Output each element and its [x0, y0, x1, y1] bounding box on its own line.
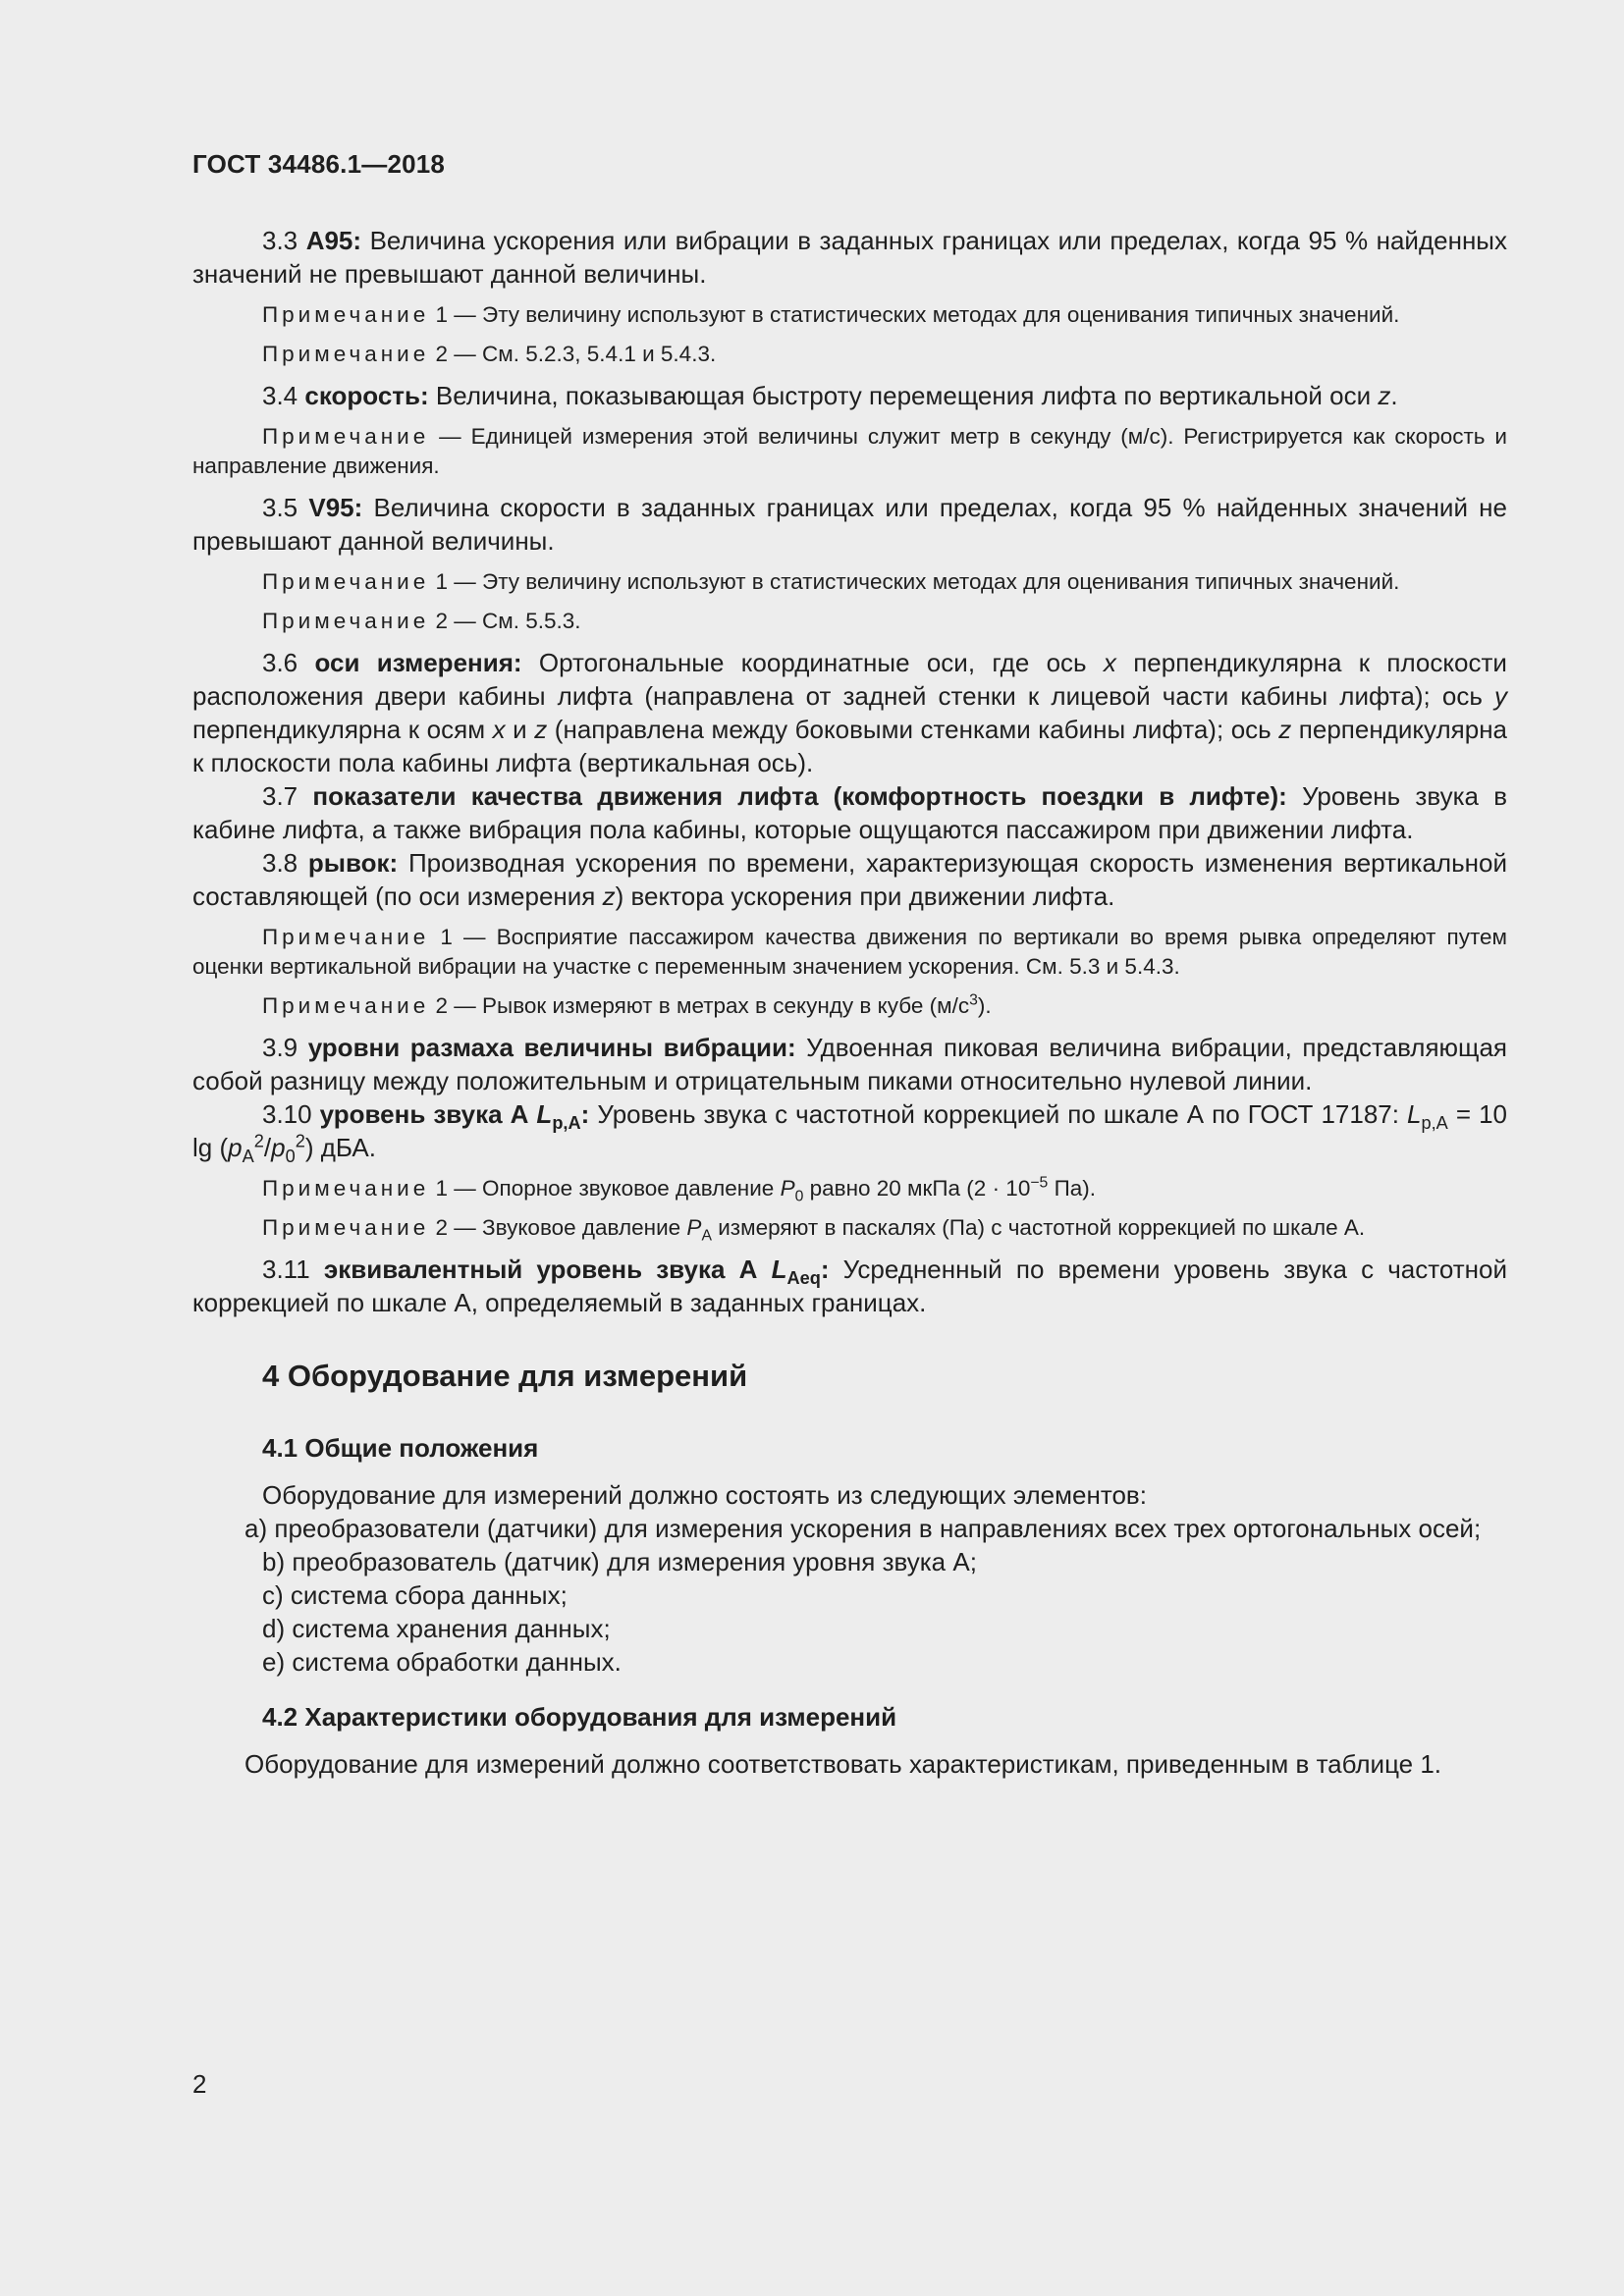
clause-3-11: 3.11 эквивалентный уровень звука А $L_{Aeq}$: Усредненный по времени уровень звука с частотной коррекцией по шкале А, определяемый в заданных границах. — [192, 1255, 1507, 1317]
note: Примечание 2 — Звуковое давление $P_A$ измеряют в паскалях (Па) с частотной коррекцией по шкале А. — [262, 1215, 1366, 1245]
section-4-heading: 4 Оборудование для измерений — [262, 1359, 748, 1393]
clause-3-8: 3.8 рывок: Производная ускорения по времени, характеризующая скорость изменения вертикальной составляющей (по оси измерения z) вектора ускорения при движении лифта. — [192, 848, 1507, 911]
document-body — [192, 224, 1507, 1781]
section-4-1-heading: 4.1 Общие положения — [262, 1433, 539, 1463]
document-header: ГОСТ 34486.1—2018 — [192, 149, 446, 179]
section-4-1-intro: Оборудование для измерений должно состоять из следующих элементов: — [262, 1480, 1147, 1510]
list-item: a) преобразователи (датчики) для измерения ускорения в направлениях всех трех ортогональных осей; — [244, 1514, 1482, 1543]
clause-3-5: 3.5 V95: Величина скорости в заданных границах или пределах, когда 95 % найденных значений не превышают данной величины. — [192, 493, 1508, 556]
note: Примечание — Единицей измерения этой величины служит метр в секунду (м/с). Регистрируется как скорость и направление движения. — [192, 424, 1507, 478]
note: Примечание 2 — См. 5.5.3. — [262, 609, 581, 633]
note: Примечание 1 — Восприятие пассажиром качества движения по вертикали во время рывка определяют путем оценки вертикальной вибрации на участке с переменным значением ускорения. См. 5.3 и 5.4.3. — [192, 925, 1508, 979]
clause-3-10: 3.10 уровень звука А $L_{p,A}$: Уровень звука с частотной коррекцией по шкале А по ГОСТ 17187: $L_{p,A} = 10$ $\lg (p_A^2/p_0^2)$ дБА. — [192, 1099, 1507, 1167]
section-4-2-heading: 4.2 Характеристики оборудования для измерений — [262, 1702, 897, 1732]
clause-3-6: 3.6 оси измерения: Ортогональные координатные оси, где ось x перпендикулярна к плоскости расположения двери кабины лифта (направлена от задней стенки к лицевой части кабины лифта); ось y перпендикулярна к осям x и z (направлена между боковыми стенками кабины лифта); ось z перпендикулярна к плоскости пола кабины лифта (вертикальная ось). — [192, 648, 1508, 777]
note: Примечание 1 — Опорное звуковое давление $P_0$ равно 20 мкПа ($2 \cdot 10^{-5}$ Па). — [262, 1174, 1097, 1205]
section-4-2-text: Оборудование для измерений должно соответствовать характеристикам, приведенным в таблице 1. — [244, 1749, 1442, 1779]
clause-3-4: 3.4 скорость: Величина, показывающая быстроту перемещения лифта по вертикальной оси z. — [262, 381, 1398, 410]
list-item: b) преобразователь (датчик) для измерения уровня звука А; — [262, 1547, 977, 1576]
list-item: e) система обработки данных. — [262, 1647, 622, 1677]
note: Примечание 1 — Эту величину используют в статистических методах для оценивания типичных значений. — [262, 569, 1400, 594]
note: Примечание 1 — Эту величину используют в статистических методах для оценивания типичных значений. — [262, 302, 1400, 327]
note: Примечание 2 — Рывок измеряют в метрах в секунду в кубе $(м/с^3)$. — [262, 991, 992, 1018]
clause-3-7: 3.7 показатели качества движения лифта (комфортность поездки в лифте): Уровень звука в кабине лифта, а также вибрация пола кабины, которые ощущаются пассажиром при движении лифта. — [192, 781, 1508, 844]
list-item: d) система хранения данных; — [262, 1614, 611, 1643]
list-item: c) система сбора данных; — [262, 1580, 568, 1610]
page-number: 2 — [192, 2069, 207, 2099]
clause-3-3: 3.3 A95: Величина ускорения или вибрации в заданных границах или пределах, когда 95 % найденных значений не превышают данной величины. — [192, 226, 1507, 289]
note: Примечание 2 — См. 5.2.3, 5.4.1 и 5.4.3. — [262, 342, 717, 366]
clause-3-9: 3.9 уровни размаха величины вибрации: Удвоенная пиковая величина вибрации, представляющая собой разницу между положительным и отрицательным пиками относительно нулевой линии. — [192, 1033, 1507, 1095]
